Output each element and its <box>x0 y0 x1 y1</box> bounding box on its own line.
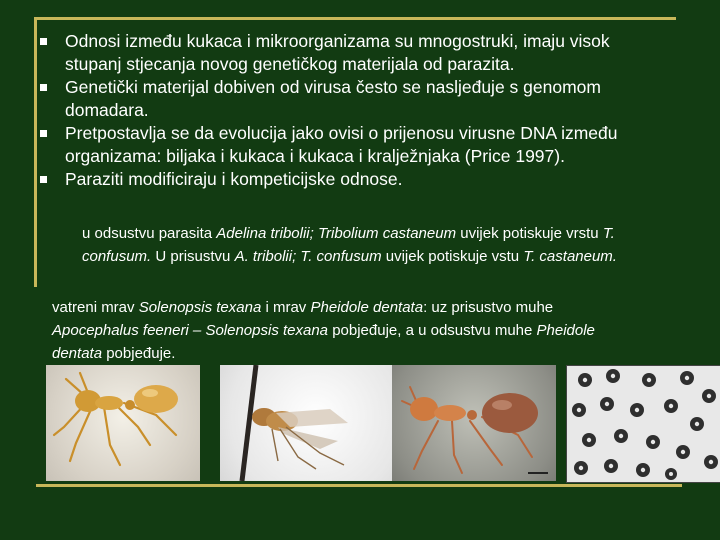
frame-bottom-line <box>36 484 682 487</box>
bullet-item <box>36 122 656 167</box>
fly-on-pin-photo-icon <box>220 365 394 481</box>
bullet-list <box>36 30 656 192</box>
bullet-text: Paraziti modificiraju i kompeticijske odnose. <box>65 169 403 189</box>
ant-photo-icon <box>46 365 200 481</box>
ant-competition-note: vatreni mrav Solenopsis texana i mrav Pheidole dentata: uz prisustvo muhe Apocephalus feeneri – Solenopsis texana pobjeđuje, a u odsustvu muhe Pheidole dentata pobjeđuje. <box>52 299 595 362</box>
bullet-text: Genetički materijal dobiven od virusa često se nasljeđuje s genomom domadara. <box>65 77 601 120</box>
bullet-item <box>36 30 656 75</box>
square-bullet-icon <box>40 38 47 45</box>
frame-top-line <box>34 17 676 20</box>
square-bullet-icon <box>40 130 47 137</box>
bullet-text: Pretpostavlja se da evolucija jako ovisi o prijenosu virusne DNA između organizama: biljaka i kukaca i kukaca i kralježnjaka (Price 1997). <box>65 123 618 166</box>
bullet-item <box>36 168 656 191</box>
fire-ant-photo-icon <box>392 365 556 481</box>
tribolium-note: u odsustvu parasita Adelina tribolii; Tribolium castaneum uvijek potiskuje vrstu T. confusum. U prisustvu A. tribolii; T. confusum uvijek potiskuje vstu T. castaneum. <box>82 225 617 265</box>
spores-micrograph-icon <box>566 365 720 483</box>
square-bullet-icon <box>40 84 47 91</box>
bullet-item <box>36 76 656 121</box>
bullet-text: Odnosi između kukaca i mikroorganizama su mnogostruki, imaju visok stupanj stjecanja novog genetičkog materijala od parazita. <box>65 31 610 74</box>
square-bullet-icon <box>40 176 47 183</box>
